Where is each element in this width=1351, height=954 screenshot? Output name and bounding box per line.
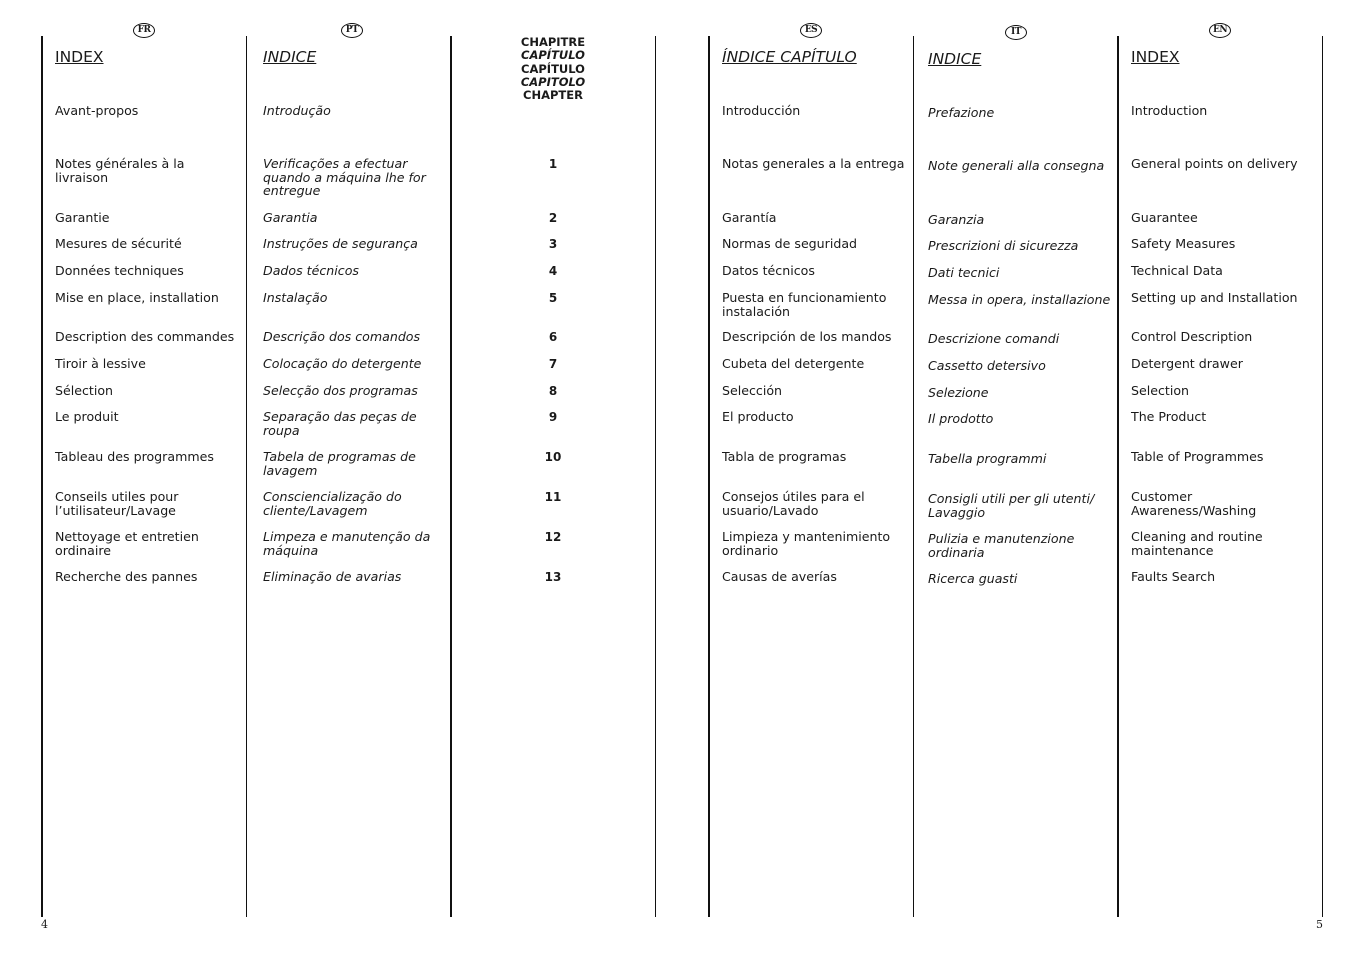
chapter-number: 12 bbox=[544, 530, 562, 544]
index-entry: Selección bbox=[722, 383, 783, 398]
index-entry: Consejos útiles para el usuario/Lavado bbox=[722, 489, 865, 518]
column-rule bbox=[450, 36, 452, 917]
index-entry: Notes générales à la livraison bbox=[55, 156, 185, 185]
index-entry: The Product bbox=[1131, 409, 1207, 424]
language-badge-it: IT bbox=[1005, 25, 1027, 40]
index-entry: Prescrizioni di sicurezza bbox=[928, 238, 1079, 253]
index-entry: Conseils utiles pour l’utilisateur/Lavage bbox=[55, 489, 179, 518]
chapter-number: 4 bbox=[548, 264, 558, 278]
index-entry: Pulizia e manutenzione ordinaria bbox=[928, 531, 1075, 560]
column-rule bbox=[1322, 36, 1323, 917]
index-entry: Description des commandes bbox=[55, 329, 235, 344]
chapter-header-fr: CHAPITRE bbox=[520, 35, 586, 49]
chapter-number: 7 bbox=[548, 357, 558, 371]
chapter-number: 6 bbox=[548, 330, 558, 344]
index-entry: El producto bbox=[722, 409, 794, 424]
column-rule bbox=[708, 36, 710, 917]
index-entry: Garantía bbox=[722, 210, 777, 225]
chapter-header-pt: CAPÍTULO bbox=[521, 48, 585, 63]
index-entry: Descrição dos comandos bbox=[263, 329, 421, 344]
index-title: INDICE bbox=[928, 50, 982, 68]
index-title: ÍNDICE CAPÍTULO bbox=[722, 48, 857, 66]
index-entry: Cassetto detersivo bbox=[928, 358, 1046, 373]
index-entry: Guarantee bbox=[1131, 210, 1198, 225]
index-entry: Puesta en funcionamiento instalación bbox=[722, 290, 887, 319]
language-badge-pt: PT bbox=[341, 23, 363, 38]
column-rule bbox=[1117, 36, 1119, 917]
chapter-number: 11 bbox=[544, 490, 562, 504]
index-entry: Separação das peças de roupa bbox=[263, 409, 417, 438]
index-entry: Introduction bbox=[1131, 103, 1208, 118]
index-entry: Detergent drawer bbox=[1131, 356, 1243, 371]
index-entry: Selection bbox=[1131, 383, 1190, 398]
chapter-number: 2 bbox=[548, 211, 558, 225]
column-rule bbox=[41, 36, 43, 917]
chapter-number: 9 bbox=[548, 410, 558, 424]
index-entry: Garantia bbox=[263, 210, 318, 225]
index-entry: Setting up and Installation bbox=[1131, 290, 1298, 305]
index-entry: Faults Search bbox=[1131, 569, 1216, 584]
index-entry: Normas de seguridad bbox=[722, 236, 858, 251]
index-entry: General points on delivery bbox=[1131, 156, 1298, 171]
index-entry: Introdução bbox=[263, 103, 331, 118]
index-entry: Il prodotto bbox=[928, 411, 994, 426]
index-entry: Tabella programmi bbox=[928, 451, 1047, 466]
index-entry: Safety Measures bbox=[1131, 236, 1236, 251]
page-number-right: 5 bbox=[1316, 918, 1323, 931]
index-entry: Consigli utili per gli utenti/ Lavaggio bbox=[928, 491, 1095, 520]
index-entry: Descripción de los mandos bbox=[722, 329, 892, 344]
page-number-left: 4 bbox=[41, 918, 48, 931]
index-entry: Eliminação de avarias bbox=[263, 569, 402, 584]
chapter-header-es: CAPÍTULO bbox=[521, 61, 585, 76]
chapter-number: 13 bbox=[544, 570, 562, 584]
index-title: INDEX bbox=[1131, 48, 1180, 66]
chapter-header-it: CAPITOLO bbox=[520, 74, 586, 89]
index-entry: Note generali alla consegna bbox=[928, 158, 1105, 173]
index-entry: Nettoyage et entretien ordinaire bbox=[55, 529, 199, 558]
index-entry: Colocação do detergente bbox=[263, 356, 422, 371]
index-entry: Sélection bbox=[55, 383, 114, 398]
index-entry: Recherche des pannes bbox=[55, 569, 198, 584]
index-entry: Prefazione bbox=[928, 105, 995, 120]
chapter-number: 1 bbox=[548, 157, 558, 171]
index-entry: Données techniques bbox=[55, 263, 184, 278]
index-entry: Mise en place, installation bbox=[55, 290, 219, 305]
index-entry: Selezione bbox=[928, 385, 989, 400]
index-entry: Avant-propos bbox=[55, 103, 139, 118]
language-badge-en: EN bbox=[1209, 23, 1231, 38]
index-entry: Datos técnicos bbox=[722, 263, 815, 278]
index-entry: Cubeta del detergente bbox=[722, 356, 865, 371]
index-entry: Introducción bbox=[722, 103, 801, 118]
index-entry: Notas generales a la entrega bbox=[722, 156, 905, 171]
index-entry: Le produit bbox=[55, 409, 119, 424]
chapter-number: 5 bbox=[548, 291, 558, 305]
chapter-number: 8 bbox=[548, 384, 558, 398]
index-entry: Selecção dos programas bbox=[263, 383, 418, 398]
index-entry: Table of Programmes bbox=[1131, 449, 1264, 464]
index-entry: Garantie bbox=[55, 210, 110, 225]
index-entry: Control Description bbox=[1131, 329, 1253, 344]
index-entry: Tiroir à lessive bbox=[55, 356, 146, 371]
column-rule bbox=[913, 36, 914, 917]
chapter-number: 3 bbox=[548, 237, 558, 251]
index-entry: Dados técnicos bbox=[263, 263, 359, 278]
language-badge-es: ES bbox=[800, 23, 822, 38]
index-entry: Tableau des programmes bbox=[55, 449, 214, 464]
index-entry: Instalação bbox=[263, 290, 328, 305]
index-entry: Verificações a efectuar quando a máquina lhe for entregue bbox=[263, 156, 426, 198]
index-entry: Ricerca guasti bbox=[928, 571, 1018, 586]
index-entry: Instruções de segurança bbox=[263, 236, 418, 251]
language-badge-fr: FR bbox=[133, 23, 155, 38]
index-entry: Dati tecnici bbox=[928, 265, 1000, 280]
index-entry: Tabela de programas de lavagem bbox=[263, 449, 416, 478]
chapter-number: 10 bbox=[544, 450, 562, 464]
chapter-header bbox=[505, 36, 601, 102]
index-entry: Descrizione comandi bbox=[928, 331, 1060, 346]
column-rule bbox=[655, 36, 656, 917]
index-entry: Cleaning and routine maintenance bbox=[1131, 529, 1263, 558]
index-title: INDICE bbox=[263, 48, 317, 66]
column-rule bbox=[246, 36, 247, 917]
index-entry: Customer Awareness/Washing bbox=[1131, 489, 1257, 518]
index-entry: Tabla de programas bbox=[722, 449, 847, 464]
index-entry: Technical Data bbox=[1131, 263, 1223, 278]
index-entry: Causas de averías bbox=[722, 569, 837, 584]
index-entry: Consciencialização do cliente/Lavagem bbox=[263, 489, 402, 518]
chapter-header-en: CHAPTER bbox=[523, 88, 583, 103]
index-title: INDEX bbox=[55, 48, 104, 66]
index-entry: Mesures de sécurité bbox=[55, 236, 182, 251]
index-entry: Limpeza e manutenção da máquina bbox=[263, 529, 431, 558]
index-entry: Limpieza y mantenimiento ordinario bbox=[722, 529, 891, 558]
index-entry: Messa in opera, installazione bbox=[928, 292, 1111, 307]
index-entry: Garanzia bbox=[928, 212, 985, 227]
